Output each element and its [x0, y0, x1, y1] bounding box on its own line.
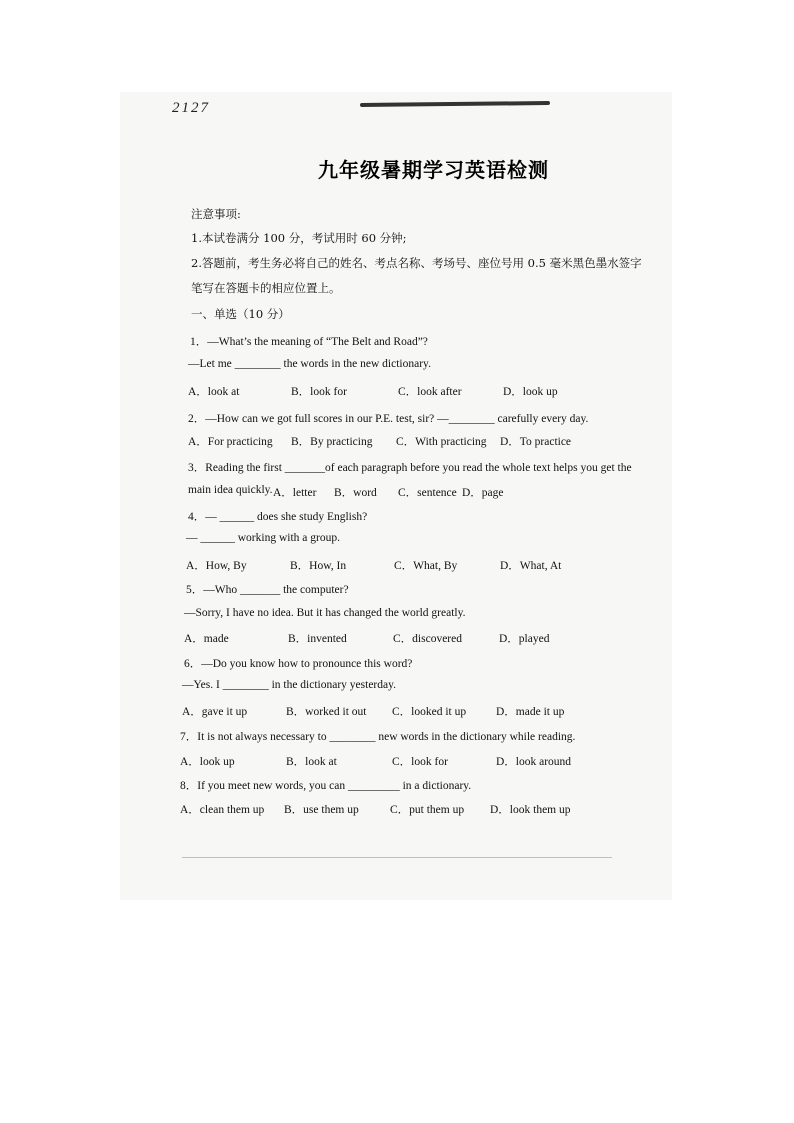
notice-item: 1.本试卷满分 100 分，考试用时 60 分钟;: [191, 231, 407, 245]
option-b: B．worked it out: [286, 706, 367, 718]
option-c: C．What, By: [394, 560, 458, 572]
option-a: A．look up: [180, 756, 235, 768]
notice-item: 笔写在答题卡的相应位置上。: [191, 281, 341, 295]
question-line: —Yes. I ________ in the dictionary yesterday.: [182, 679, 396, 691]
option-a: A．For practicing: [188, 436, 273, 448]
option-b: B．look at: [286, 756, 337, 768]
option-a: A．clean them up: [180, 804, 265, 816]
option-c: C．put them up: [390, 804, 465, 816]
option-c: C．discovered: [393, 633, 462, 645]
option-a: A．gave it up: [182, 706, 248, 718]
option-c: C．looked it up: [392, 706, 467, 718]
notice-heading: 注意事项:: [191, 207, 241, 221]
option-c: C．look after: [398, 386, 462, 398]
question-line: 5．—Who _______ the computer?: [186, 584, 349, 596]
option-b: B．word: [334, 487, 377, 499]
question-line: 3．Reading the first _______of each paragraph before you read the whole text helps you get the: [188, 462, 632, 474]
option-b: B．By practicing: [291, 436, 373, 448]
page-title: 九年级暑期学习英语检测: [318, 158, 549, 182]
question-line: — ______ working with a group.: [186, 532, 340, 544]
question-line: main idea quickly.: [188, 484, 273, 496]
option-b: B．look for: [291, 386, 347, 398]
option-a: A．look at: [188, 386, 240, 398]
question-line: 6．—Do you know how to pronounce this word?: [184, 658, 413, 670]
option-d: D．look them up: [490, 804, 571, 816]
option-c: C．look for: [392, 756, 448, 768]
option-d: D．look up: [503, 386, 558, 398]
option-d: D．What, At: [500, 560, 562, 572]
option-b: B．invented: [288, 633, 347, 645]
question-line: —Let me ________ the words in the new dictionary.: [188, 358, 431, 370]
corner-mark: 2127: [172, 100, 210, 116]
question-line: 4．— ______ does she study English?: [188, 511, 368, 523]
question-line: —Sorry, I have no idea. But it has changed the world greatly.: [184, 607, 466, 619]
option-a: A．made: [184, 633, 229, 645]
option-a: A．letter: [273, 487, 317, 499]
question-line: 2．—How can we got full scores in our P.E. test, sir? —________ carefully every day.: [188, 413, 589, 425]
notice-item: 2.答题前，考生务必将自己的姓名、考点名称、考场号、座位号用 0.5 毫米黑色墨水签字: [191, 256, 642, 270]
option-c: C．sentence: [398, 487, 457, 499]
option-d: D．look around: [496, 756, 572, 768]
bottom-divider: [182, 857, 612, 858]
question-line: 1．—What’s the meaning of “The Belt and Road”?: [190, 336, 428, 348]
option-d: D．played: [499, 633, 550, 645]
option-a: A．How, By: [186, 560, 247, 572]
question-line: 7．It is not always necessary to ________ new words in the dictionary while reading.: [180, 731, 576, 743]
question-line: 8．If you meet new words, you can _________ in a dictionary.: [180, 780, 472, 792]
option-d: D．page: [462, 487, 504, 499]
option-b: B．use them up: [284, 804, 359, 816]
option-d: D．made it up: [496, 706, 565, 718]
option-d: D．To practice: [500, 436, 572, 448]
section-heading: 一、单选（10 分）: [191, 307, 290, 321]
option-b: B．How, In: [290, 560, 347, 572]
option-c: C．With practicing: [396, 436, 487, 448]
